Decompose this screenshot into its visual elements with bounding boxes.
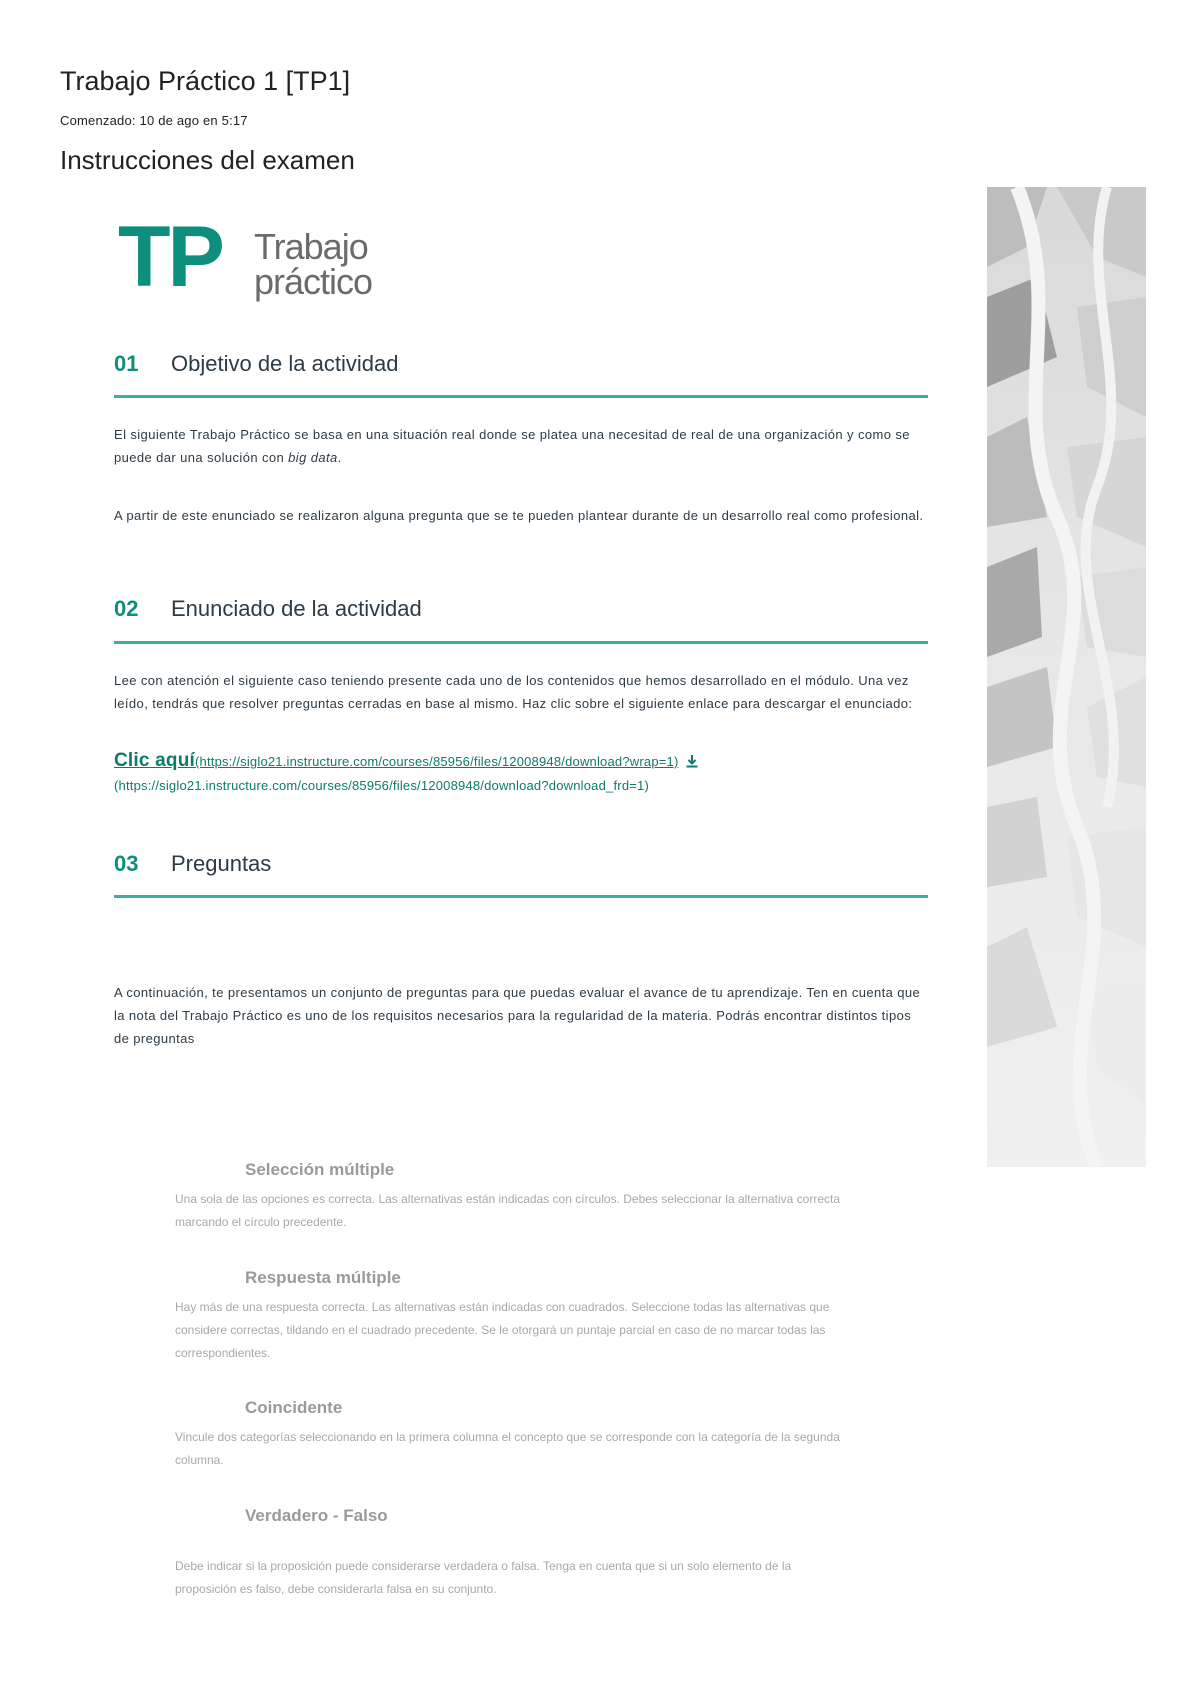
question-type-title: Verdadero - Falso — [245, 1506, 388, 1525]
instructions-heading: Instrucciones del examen — [60, 145, 355, 175]
section-03-title: Preguntas — [171, 851, 272, 876]
quiz-title: Trabajo Práctico 1 [TP1] — [60, 66, 351, 96]
logo-word-trabajo: Trabajo — [254, 226, 368, 267]
section-01-number: 01 — [114, 351, 139, 376]
preguntas-intro: A continuación, te presentamos un conjunto de preguntas para que puedas evaluar el avance de tu aprendizaje. Ten en cuenta que la nota del Trabajo Práctico es uno de los requisitos necesarios para la regularidad de la materia. Podrás encontrar distintos tipos de preguntas — [114, 985, 921, 1046]
question-type-desc: Hay más de una respuesta correcta. Las alternativas están indicadas con cuadrados. Seleccione todas las alternativas que considere correctas, tildando en el cuadrado precedente. Se le otorgará un puntaje parcial en caso de no marcar todas las correspondientes. — [175, 1300, 830, 1360]
logo-word-practico: práctico — [254, 261, 373, 302]
decorative-architecture-image — [987, 187, 1146, 1167]
question-type-title: Coincidente — [245, 1398, 343, 1417]
section-02-number: 02 — [114, 596, 139, 621]
download-link-url-wrap[interactable]: (https://siglo21.instructure.com/courses/85956/files/12008948/download?wrap=1) — [194, 754, 679, 769]
question-type-title: Respuesta múltiple — [245, 1268, 401, 1287]
started-timestamp: Comenzado: 10 de ago en 5:17 — [60, 113, 248, 128]
objetivo-paragraph-1 — [114, 423, 929, 469]
objetivo-p1-emphasis: big data — [288, 450, 338, 465]
question-type-desc: Vincule dos categorías seleccionando en la primera columna el concepto que se corresponde con la categoría de la segunda columna. — [175, 1430, 840, 1467]
question-type-desc: Debe indicar si la proposición puede considerarse verdadera o falsa. Tenga en cuenta que si un solo elemento de la proposición es falso, debe considerarla falsa en su conjunto. — [175, 1559, 792, 1596]
section-03-number: 03 — [114, 851, 139, 876]
section-01-divider — [114, 395, 928, 398]
download-link-url-direct[interactable]: (https://siglo21.instructure.com/courses/85956/files/12008948/download?download_frd=1) — [114, 778, 649, 793]
objetivo-p1-end: . — [337, 450, 342, 465]
section-01-title: Objetivo de la actividad — [171, 351, 399, 376]
section-02-title: Enunciado de la actividad — [171, 596, 422, 621]
download-icon[interactable] — [685, 754, 699, 771]
objetivo-paragraph-2: A partir de este enunciado se realizaron alguna pregunta que se te pueden plantear durante de un desarrollo real como profesional. — [114, 508, 924, 523]
enunciado-paragraph: Lee con atención el siguiente caso teniendo presente cada uno de los contenidos que hemos desarrollado en el módulo. Una vez leído, tendrás que resolver preguntas cerradas en base al mismo. Haz clic sobre el siguiente enlace para descargar el enunciado: — [114, 673, 913, 711]
question-type-title: Selección múltiple — [245, 1160, 395, 1179]
download-link[interactable]: Clic aquí — [114, 750, 195, 771]
section-03-divider — [114, 895, 928, 898]
download-link-block — [114, 750, 929, 793]
section-02-divider — [114, 641, 928, 644]
question-type-desc: Una sola de las opciones es correcta. Las alternativas están indicadas con círculos. Debes seleccionar la alternativa correcta marcando el círculo precedente. — [175, 1192, 841, 1229]
logo-tp-letters: TP — [118, 209, 222, 305]
tp-logo — [118, 209, 418, 305]
objetivo-p1-text: El siguiente Trabajo Práctico se basa en una situación real donde se platea una necesitad de real de una organización y como se puede dar una solución con — [114, 427, 910, 465]
